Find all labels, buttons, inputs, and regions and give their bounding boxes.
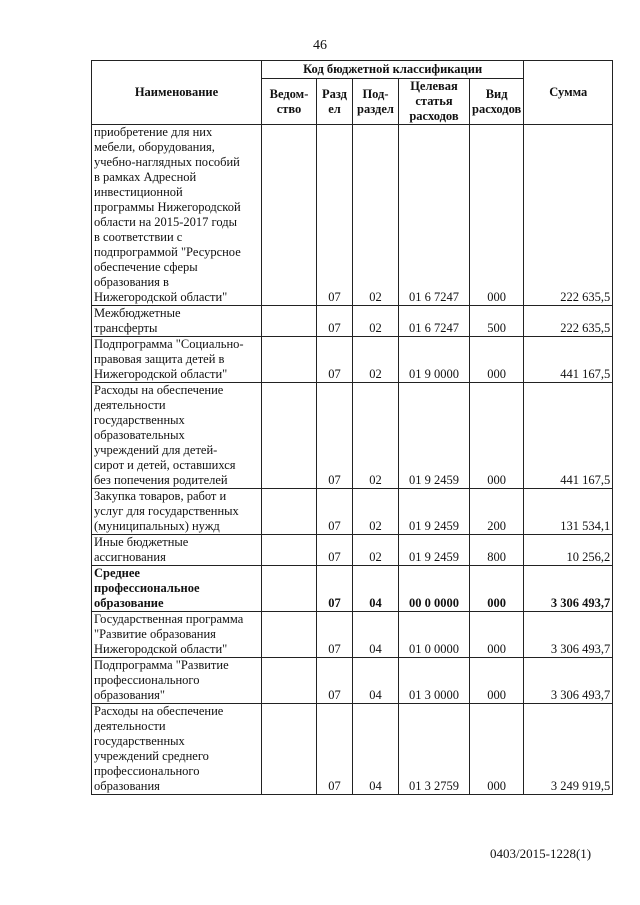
row-sum: 3 306 493,7 — [524, 566, 613, 612]
table-row — [92, 704, 613, 795]
row-name: Закупка товаров, работ и услуг для государственных (муниципальных) нужд — [92, 489, 262, 535]
row-subsection: 04 — [353, 704, 399, 795]
header-sum: Сумма — [524, 61, 613, 125]
row-target-article: 01 9 2459 — [399, 489, 470, 535]
row-target-article: 01 3 0000 — [399, 658, 470, 704]
row-subsection: 04 — [353, 566, 399, 612]
header-subsection: Под- раздел — [353, 79, 399, 125]
budget-table — [91, 60, 613, 795]
row-target-article: 01 9 2459 — [399, 535, 470, 566]
row-expense-type: 200 — [470, 489, 524, 535]
row-department — [262, 383, 317, 489]
row-subsection: 02 — [353, 383, 399, 489]
row-subsection: 04 — [353, 612, 399, 658]
table-row — [92, 337, 613, 383]
header-department: Ведом- ство — [262, 79, 317, 125]
row-name: приобретение для них мебели, оборудования, учебно-наглядных пособий в рамках Адресной инвестиционной программы Нижегородской области на 2015-2017 годы в соответствии с подпрограммой "Ресурсное обеспечение сферы образования в Нижегородской области" — [92, 125, 262, 306]
table-row — [92, 612, 613, 658]
row-subsection: 02 — [353, 489, 399, 535]
row-department — [262, 489, 317, 535]
row-expense-type: 800 — [470, 535, 524, 566]
document-code: 0403/2015-1228(1) — [490, 846, 592, 861]
row-sum: 441 167,5 — [524, 383, 613, 489]
row-name: Подпрограмма "Социально- правовая защита детей в Нижегородской области" — [92, 337, 262, 383]
row-section: 07 — [317, 658, 353, 704]
row-section: 07 — [317, 704, 353, 795]
row-expense-type: 000 — [470, 125, 524, 306]
row-target-article: 01 6 7247 — [399, 306, 470, 337]
row-target-article: 00 0 0000 — [399, 566, 470, 612]
row-subsection: 02 — [353, 306, 399, 337]
row-section: 07 — [317, 306, 353, 337]
table-row — [92, 306, 613, 337]
header-section: Разд ел — [317, 79, 353, 125]
row-sum: 222 635,5 — [524, 125, 613, 306]
row-expense-type: 000 — [470, 337, 524, 383]
row-expense-type: 000 — [470, 383, 524, 489]
row-department — [262, 535, 317, 566]
row-sum: 3 306 493,7 — [524, 658, 613, 704]
row-expense-type: 000 — [470, 612, 524, 658]
row-name: Расходы на обеспечение деятельности государственных учреждений среднего профессионального образования — [92, 704, 262, 795]
row-subsection: 02 — [353, 337, 399, 383]
row-department — [262, 612, 317, 658]
row-subsection: 02 — [353, 535, 399, 566]
row-department — [262, 306, 317, 337]
row-section: 07 — [317, 535, 353, 566]
row-expense-type: 500 — [470, 306, 524, 337]
row-target-article: 01 6 7247 — [399, 125, 470, 306]
row-name: Иные бюджетные ассигнования — [92, 535, 262, 566]
row-target-article: 01 9 2459 — [399, 383, 470, 489]
row-expense-type: 000 — [470, 658, 524, 704]
row-name: Расходы на обеспечение деятельности государственных образовательных учреждений для детей- сирот и детей, оставшихся без попечения родителей — [92, 383, 262, 489]
row-name: Среднее профессиональное образование — [92, 566, 262, 612]
row-target-article: 01 9 0000 — [399, 337, 470, 383]
row-sum: 222 635,5 — [524, 306, 613, 337]
row-sum: 3 249 919,5 — [524, 704, 613, 795]
row-expense-type: 000 — [470, 566, 524, 612]
table-row — [92, 489, 613, 535]
table-row — [92, 566, 613, 612]
row-department — [262, 704, 317, 795]
row-section: 07 — [317, 383, 353, 489]
row-expense-type: 000 — [470, 704, 524, 795]
header-target-article: Целевая статья расходов — [399, 79, 470, 125]
row-section: 07 — [317, 125, 353, 306]
table-row — [92, 535, 613, 566]
header-classification-group: Код бюджетной классификации — [262, 61, 524, 79]
row-section: 07 — [317, 337, 353, 383]
row-name: Подпрограмма "Развитие профессионального образования" — [92, 658, 262, 704]
row-target-article: 01 0 0000 — [399, 612, 470, 658]
row-subsection: 02 — [353, 125, 399, 306]
row-sum: 131 534,1 — [524, 489, 613, 535]
row-department — [262, 337, 317, 383]
table-row — [92, 383, 613, 489]
page-number: 46 — [313, 38, 327, 53]
row-department — [262, 566, 317, 612]
table-body — [92, 125, 613, 795]
row-sum: 3 306 493,7 — [524, 612, 613, 658]
table-row — [92, 658, 613, 704]
row-sum: 441 167,5 — [524, 337, 613, 383]
row-subsection: 04 — [353, 658, 399, 704]
row-section: 07 — [317, 612, 353, 658]
header-name: Наименование — [92, 61, 262, 125]
row-department — [262, 125, 317, 306]
row-name: Государственная программа "Развитие образования Нижегородской области" — [92, 612, 262, 658]
table-row — [92, 125, 613, 306]
row-name: Межбюджетные трансферты — [92, 306, 262, 337]
row-sum: 10 256,2 — [524, 535, 613, 566]
row-section: 07 — [317, 489, 353, 535]
row-target-article: 01 3 2759 — [399, 704, 470, 795]
header-expense-type: Вид расходов — [470, 79, 524, 125]
row-section: 07 — [317, 566, 353, 612]
row-department — [262, 658, 317, 704]
